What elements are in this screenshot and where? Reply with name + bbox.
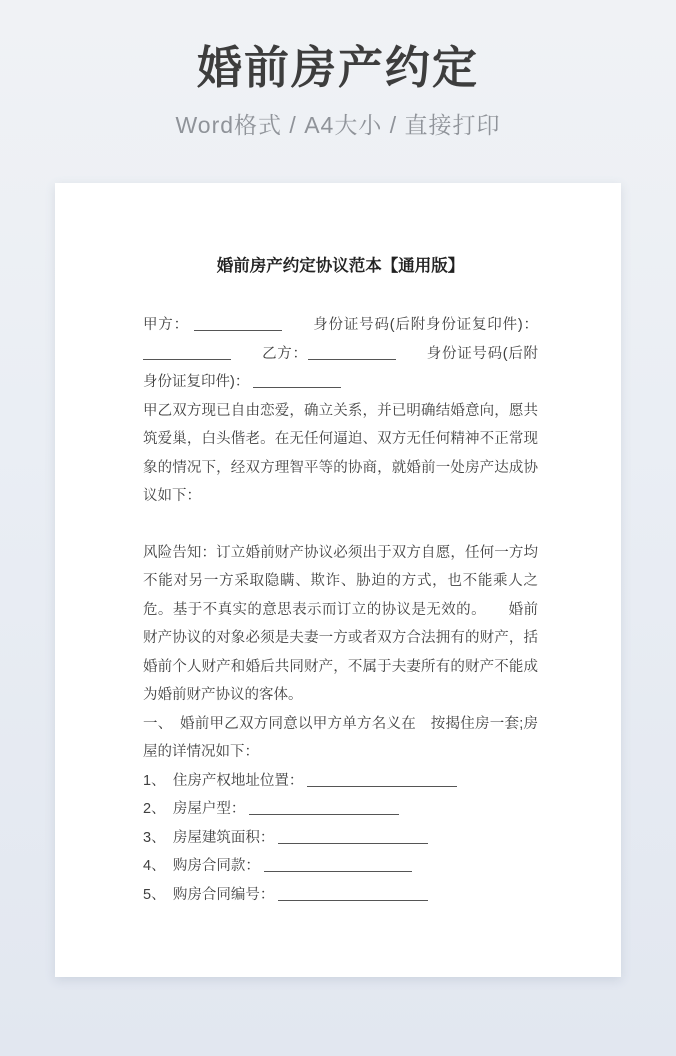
paragraph-party-info: 甲方： 身份证号码(后附身份证复印件)： 乙方： 身份证号码(后附身份证复印件)： [143, 317, 539, 391]
paragraph-intro: 甲乙双方现已自由恋爱，确立关系，并已明确结婚意向，愿共筑爱巢，白头偕老。在无任何逼迫、双方无任何精神不正常现象的情况下，经双方理智平等的协商，就婚前一处房产达成协议如下： [143, 402, 538, 505]
banner [0, 0, 676, 183]
list-item-4: 4、 购房合同款： [143, 852, 538, 881]
blank-underline-field [278, 887, 428, 901]
paragraph-clause-one: 一、 婚前甲乙双方同意以甲方单方名义在 按揭住房一套;房屋的详情况如下： [143, 715, 538, 761]
list-item-1: 1、 住房产权地址位置： [143, 767, 538, 796]
blank-underline-field [308, 346, 396, 360]
blank-underline-field [307, 773, 457, 787]
blank-underline-field [278, 830, 428, 844]
list-item-2: 2、 房屋户型： [143, 795, 538, 824]
list-item-3: 3、 房屋建筑面积： [143, 824, 538, 853]
document-body [143, 311, 538, 909]
document-page [55, 183, 621, 977]
blank-underline-field [194, 317, 282, 331]
banner-title: 婚前房产约定 [196, 41, 479, 93]
paragraph-risk-notice: 风险告知：订立婚前财产协议必须出于双方自愿，任何一方均不能对另一方采取隐瞒、欺诈、胁迫的方式，也不能乘人之危。基于不真实的意思表示而订立的协议是无效的。 婚前财产协议的对象必须是夫妻一方或者双方合法拥有的财产，括婚前个人财产和婚后共同财产，不属于夫妻所有的财产不能成为婚前财产协议的客体。 [143, 544, 538, 704]
blank-underline-field [249, 801, 399, 815]
banner-subtitle: Word格式 / A4大小 / 直接打印 [175, 112, 501, 139]
list-item-5: 5、 购房合同编号： [143, 881, 538, 910]
document-title: 婚前房产约定协议范本【通用版】 [216, 257, 465, 275]
blank-underline-field [253, 374, 341, 388]
blank-underline-field [143, 346, 231, 360]
blank-underline-field [264, 858, 412, 872]
